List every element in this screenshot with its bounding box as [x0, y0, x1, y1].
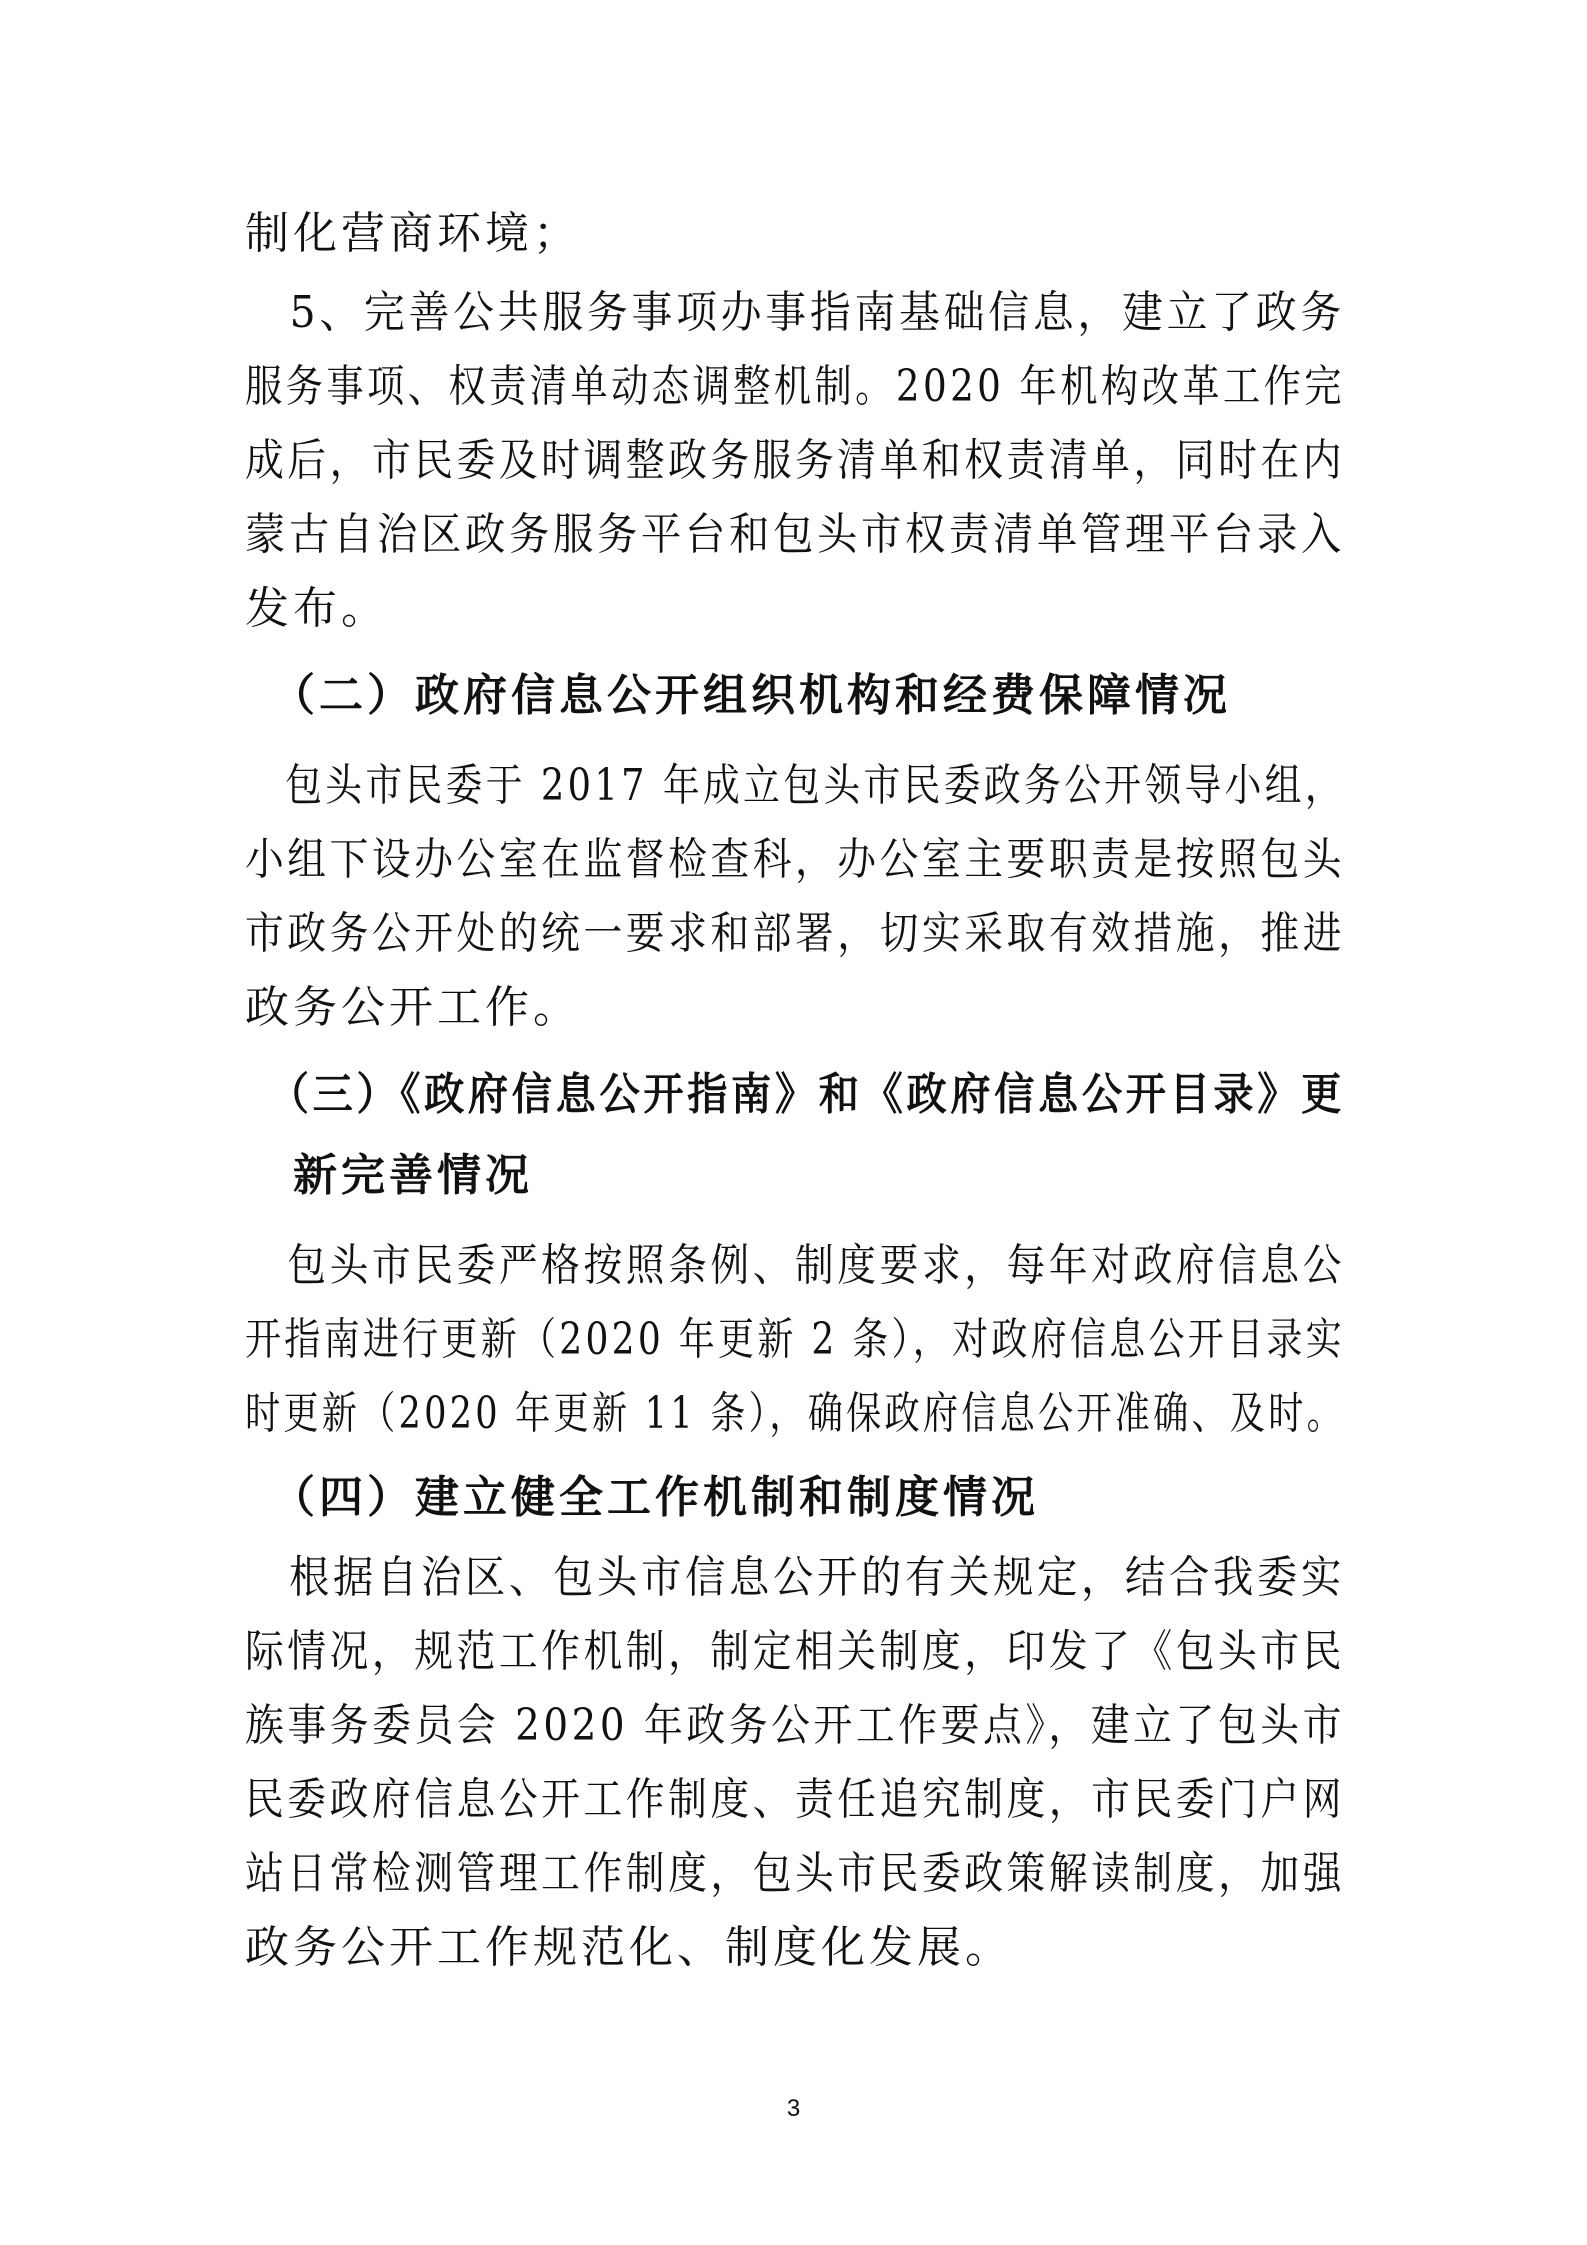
section-heading-2: （二）政府信息公开组织机构和经费保障情况: [245, 670, 1231, 721]
paragraph-5-line-2: 际情况，规范工作机制，制定相关制度，印发了《包头市民: [245, 1626, 1345, 1677]
paragraph-3-line-3: 市政务公开处的统一要求和部署，切实采取有效措施，推进: [245, 908, 1345, 959]
paragraph-2-line-2: 服务事项、权责清单动态调整机制。2020 年机构改革工作完: [245, 361, 1345, 412]
section-heading-3-line-2: 新完善情况: [245, 1150, 533, 1201]
paragraph-2-line-5: 发布。: [245, 583, 389, 634]
page-number: 3: [786, 2095, 801, 2122]
paragraph-2-line-3: 成后，市民委及时调整政务服务清单和权责清单，同时在内: [245, 435, 1345, 486]
paragraph-5-line-1: 根据自治区、包头市信息公开的有关规定，结合我委实: [245, 1552, 1345, 1603]
paragraph-3-line-2: 小组下设办公室在监督检查科，办公室主要职责是按照包头: [245, 834, 1345, 885]
paragraph-3-line-4: 政务公开工作。: [245, 982, 581, 1033]
paragraph-2-line-4: 蒙古自治区政务服务平台和包头市权责清单管理平台录入: [245, 509, 1345, 560]
paragraph-4-line-2: 开指南进行更新（2020 年更新 2 条），对政府信息公开目录实: [245, 1314, 1345, 1365]
paragraph-2-line-1: 5、完善公共服务事项办事指南基础信息，建立了政务: [245, 287, 1345, 338]
paragraph-4-line-1: 包头市民委严格按照条例、制度要求，每年对政府信息公: [245, 1240, 1345, 1291]
section-heading-4: （四）建立健全工作机制和制度情况: [245, 1472, 1039, 1523]
paragraph-5-line-4: 民委政府信息公开工作制度、责任追究制度，市民委门户网: [245, 1774, 1345, 1825]
paragraph-5-line-3: 族事务委员会 2020 年政务公开工作要点》，建立了包头市: [245, 1700, 1345, 1751]
section-heading-3-line-1: （三）《政府信息公开指南》和《政府信息公开目录》更: [245, 1069, 1345, 1120]
paragraph-3-line-1: 包头市民委于 2017 年成立包头市民委政务公开领导小组，: [245, 760, 1345, 811]
paragraph-5-line-6: 政务公开工作规范化、制度化发展。: [245, 1922, 1013, 1973]
paragraph-4-line-3: 时更新（2020 年更新 11 条），确保政府信息公开准确、及时。: [245, 1388, 1345, 1439]
paragraph-5-line-5: 站日常检测管理工作制度，包头市民委政策解读制度，加强: [245, 1848, 1345, 1899]
paragraph-1-line-1: 制化营商环境；: [245, 208, 581, 259]
